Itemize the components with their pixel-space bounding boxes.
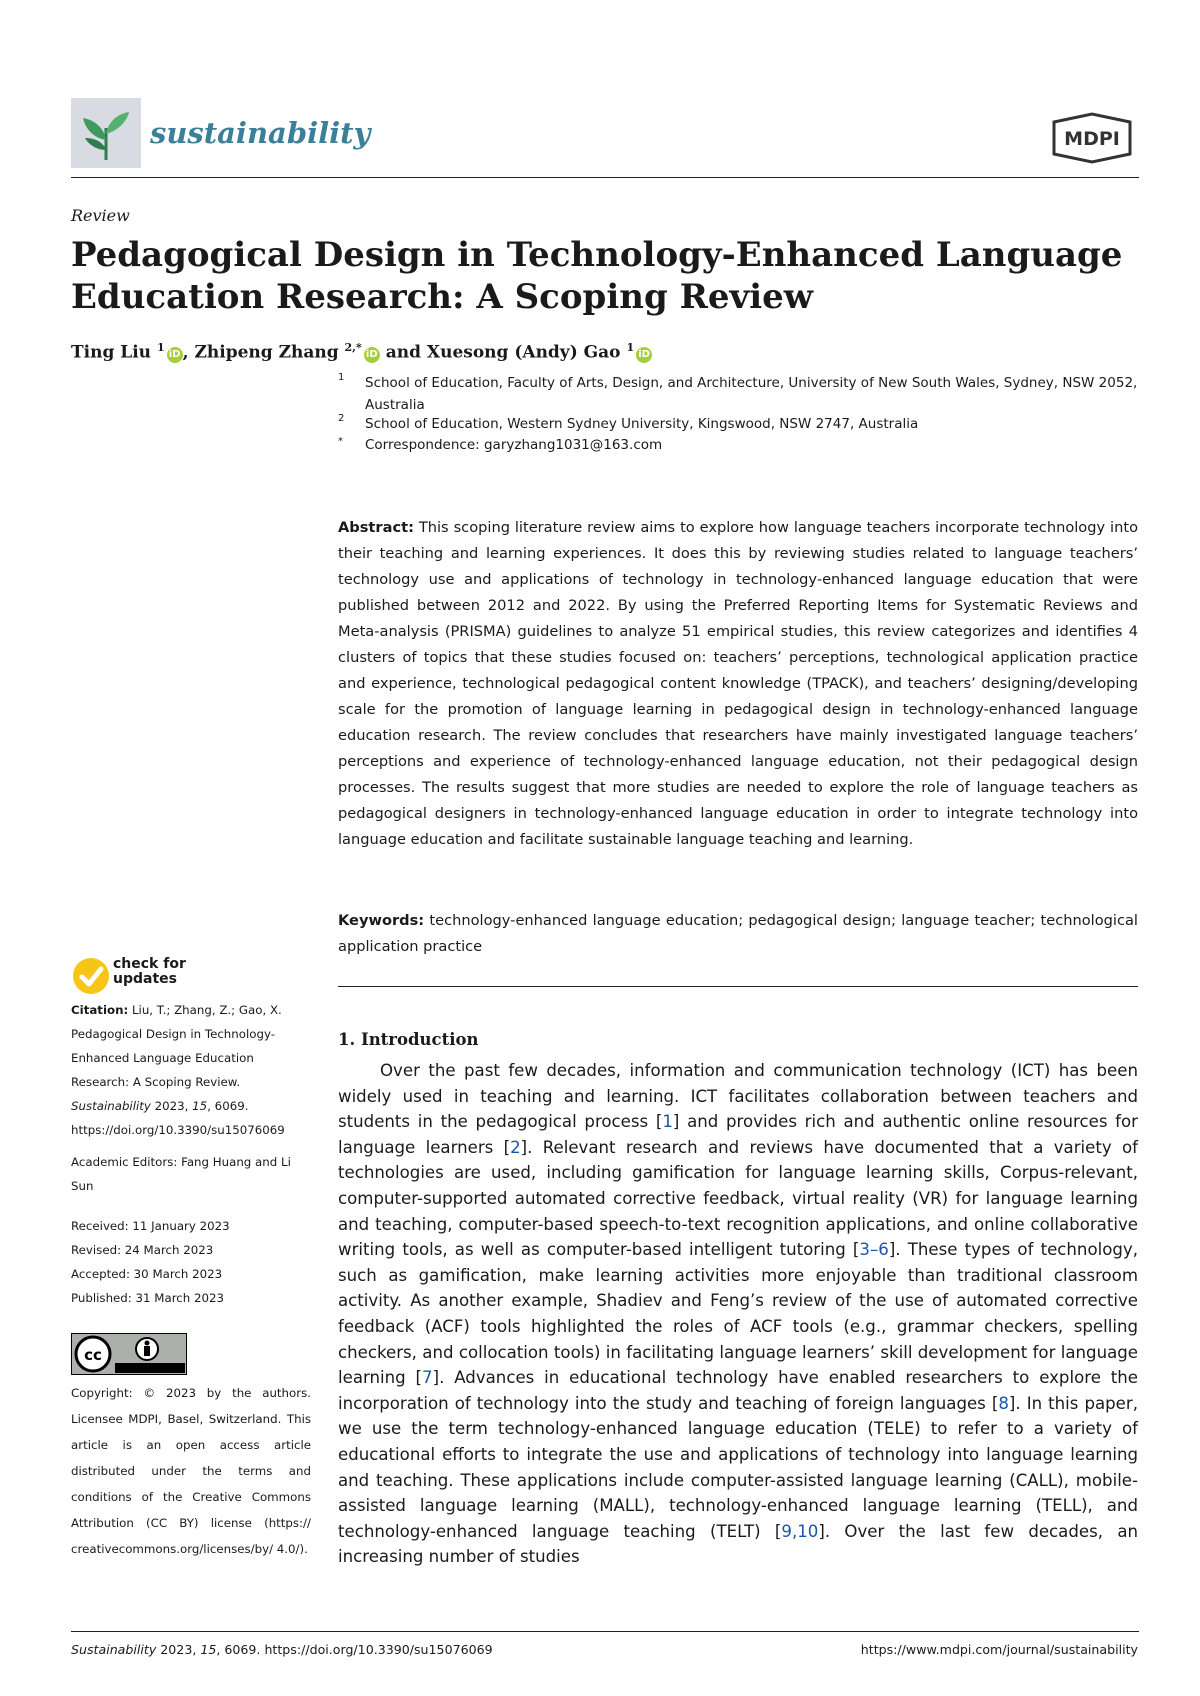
check-updates-icon[interactable] [71,956,111,996]
author-name[interactable]: Zhipeng Zhang [194,342,339,363]
academic-editors: Academic Editors: Fang Huang and Li Sun [71,1155,291,1193]
author-affiliation-mark: 1 [626,341,635,354]
copyright-notice: Copyright: © 2023 by the authors. Licensee MDPI, Basel, Switzerland. This article is an open access article distributed under the terms and conditions of the Creative Commons Attribution (CC BY) license (https:// creativecommons.org/licenses/by/ 4.0/). [71,1386,311,1556]
intro-text: ]. Advances in educational technology have enabled researchers to explore the incorporation of technology into the study and teaching of foreign languages [ [338,1368,1138,1413]
check-updates-button[interactable] [113,957,186,987]
orcid-icon[interactable]: iD [364,347,380,363]
intro-text: Over the past few decades, information and communication technology (ICT) has been widely used in teaching and learning. ICT facilitates collaboration between teachers and students in the pedagogical process [ [338,1061,1138,1132]
footer-divider [71,1631,1139,1632]
article-title: Pedagogical Design in Technology-Enhanced Language Education Research: A Scoping Review [71,235,1123,317]
check-updates-label: check for [113,956,186,972]
intro-paragraph [338,1058,1138,1570]
author-separator: , [182,342,195,363]
date-revised: Revised: 24 March 2023 [71,1243,214,1257]
footer-journal: Sustainability [71,1642,157,1657]
publisher-logo [1046,112,1138,164]
header-divider [71,177,1139,178]
citation-block [71,998,311,1142]
publisher-name: MDPI [1064,128,1120,150]
date-accepted: Accepted: 30 March 2023 [71,1267,223,1281]
author-separator: and [379,342,427,363]
citation-journal: Sustainability [71,1099,151,1113]
orcid-icon[interactable]: iD [167,347,183,363]
date-received: Received: 11 January 2023 [71,1219,230,1233]
check-updates-label: updates [113,971,177,987]
intro-text: ] and provides rich and authentic online resources for language learners [ [338,1112,1138,1157]
author-affiliation-mark: 1 [156,341,165,354]
intro-text: ]. These types of technology, such as gamification, make learning activities more enjoyable than traditional classroom activity. As another example, Shadiev and Feng’s review of the use of automated corrective feedback (ACF) tools highlighted the roles of ACF tools (e.g., grammar checkers, spelling checkers, and collocation tools) in facilitating language learners’ skill development for language learning [ [338,1240,1138,1388]
publication-dates [71,1214,311,1310]
svg-text:cc: cc [84,1346,102,1364]
affiliation-mark: 2 [338,413,345,424]
author-name[interactable]: Ting Liu [71,342,152,363]
abstract-divider [338,986,1138,987]
abstract [338,515,1138,853]
citation-text: Liu, T.; Zhang, Z.; Gao, X. Pedagogical Design in Technology-Enhanced Language Education Research: A Scoping Review. [71,1003,282,1089]
intro-text: ]. Over the last few decades, an increasing number of studies [338,1521,1139,1567]
author-name[interactable]: Xuesong (Andy) Gao [426,342,621,363]
footer-doi-link[interactable]: , 6069. https://doi.org/10.3390/su15076069 [216,1642,493,1657]
journal-name: sustainability [150,116,371,150]
abstract-label: Abstract: [338,519,414,536]
keywords [338,908,1138,960]
plant-icon [71,98,141,168]
footer-volume: 15 [200,1642,217,1657]
intro-text: ]. Relevant research and reviews have documented that a variety of technologies are used, including gamification for language learning skills, Corpus-relevant, computer-supported automated corrective feedback, virtual reality (VR) for language learning and teaching, computer-based speech-to-text recognition applications, and online collaborative writing tools, as well as computer-based intelligent tutoring [ [338,1137,1138,1260]
affiliation-text: School of Education, Faculty of Arts, Design, and Architecture, University of New South Wales, Sydney, NSW 2052, Australia [365,375,1138,413]
author-list [71,341,652,363]
abstract-text: This scoping literature review aims to explore how language teachers incorporate technology into their teaching and learning experiences. It does this by reviewing studies related to language teachers’ technology use and applications of technology in technology-enhanced language education that were published between 2012 and 2022. By using the Preferred Reporting Items for Systematic Reviews and Meta-analysis (PRISMA) guidelines to analyze 51 empirical studies, this review categorizes and identifies 4 clusters of topics that these studies focused on: teachers’ perceptions, technological application practice and experience, technological pedagogical content knowledge (TPACK), and teachers’ designing/developing scale for the promotion of language learning in pedagogical design in technology-enhanced language education research. The review concludes that researchers have mainly investigated language teachers’ perceptions and experience of technology-enhanced language education, not their pedagogical design processes. The results suggest that more studies are needed to explore the role of language teachers as pedagogical designers in technology-enhanced language education in order to integrate technology into language education and facilitate sustainable language teaching and learning. [338,519,1138,848]
affiliation-mark: * [338,436,343,447]
reference-link[interactable]: 7 [422,1368,433,1388]
article-type: Review [71,206,130,225]
citation-volume: 15 [192,1099,208,1113]
footer-year: 2023, [156,1642,201,1657]
section-heading: 1. Introduction [338,1030,479,1049]
citation-year: 2023, [150,1099,193,1113]
footer-journal-url[interactable]: https://www.mdpi.com/journal/sustainability [860,1642,1138,1657]
keywords-label: Keywords: [338,912,425,929]
citation-label: Citation: [71,1003,129,1017]
reference-link[interactable]: 8 [998,1393,1009,1413]
orcid-icon[interactable]: iD [636,347,652,363]
cc-by-license-icon[interactable] [71,1333,187,1375]
intro-text: ]. In this paper, we use the term technology-enhanced language education (TELE) to refer to a variety of educational efforts to integrate the use and applications of technology into language learning and teaching. These applications include computer-assisted language learning (CALL), mobile-assisted language learning (MALL), technology-enhanced language learning (TELL), and technology-enhanced language teaching (TELT) [ [338,1393,1138,1541]
author-affiliation-mark: 2,* [344,341,362,354]
journal-logo [71,98,141,168]
keywords-text: technology-enhanced language education; pedagogical design; language teacher; technological application practice [338,912,1138,955]
affiliation-mark: 1 [338,372,345,383]
date-published: Published: 31 March 2023 [71,1291,225,1305]
reference-link[interactable]: 9,10 [781,1521,819,1541]
correspondence-text: Correspondence: garyzhang1031@163.com [365,437,663,453]
affiliation-text: School of Education, Western Sydney University, Kingswood, NSW 2747, Australia [365,416,919,432]
reference-link[interactable]: 1 [662,1112,673,1132]
footer-citation [71,1642,493,1657]
reference-link[interactable]: 3–6 [859,1240,889,1260]
reference-link[interactable]: 2 [510,1137,521,1157]
citation-doi[interactable]: , 6069. https://doi.org/10.3390/su15076069 [71,1099,285,1137]
